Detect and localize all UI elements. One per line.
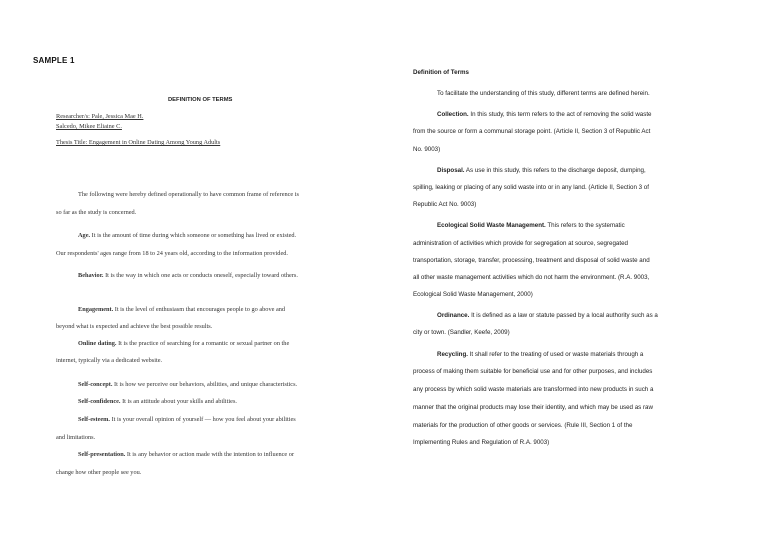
- researchers-line-1: Researcher/s: Pale, Jessica Mae H.: [56, 113, 144, 120]
- left-intro-line-1: The following were hereby defined operationally to have common frame of reference is: [78, 191, 299, 198]
- term-online-dating: Online dating. It is the practice of searching for a romantic or sexual partner on the: [78, 340, 290, 347]
- term-recycling-line-4: manner that the original products may lose their identity, and which may be used as raw: [413, 404, 653, 411]
- term-recycling-line-2: process of making them suitable for beneficial use and for other purposes, and includes: [413, 368, 653, 375]
- term-recycling: Recycling. It shall refer to the treating of used or waste materials through a: [437, 351, 644, 358]
- term-engagement: Engagement. It is the level of enthusiasm that encourages people to go above and: [78, 306, 286, 313]
- term-ordinance: Ordinance. It is defined as a law or statute passed by a local authority such as a: [437, 312, 658, 319]
- term-self-esteem: Self-esteem. It is your overall opinion of yourself — how you feel about your abilities: [78, 416, 296, 423]
- term-self-confidence: Self-confidence. It is an attitude about your skills and abilities.: [78, 398, 237, 405]
- term-collection-line-3: No. 9003): [413, 146, 441, 153]
- researchers-line-2: Salcedo, Mikee Eliaine C.: [56, 123, 122, 130]
- term-ecological-line-5: Ecological Solid Waste Management, 2000): [413, 291, 533, 298]
- term-self-esteem-line-2: and limitations.: [56, 434, 96, 441]
- term-engagement-line-2: beyond what is expected and achieve the best possible results.: [56, 323, 213, 330]
- term-ecological-line-4: all other waste management activities which do not harm the environment. (R.A. 9003,: [413, 274, 650, 281]
- term-recycling-line-6: Implementing Rules and Regulation of R.A. 9003): [413, 439, 550, 446]
- term-disposal-line-3: Republic Act No. 9003): [413, 201, 477, 208]
- term-age: Age. It is the amount of time during which someone or something has lived or existed.: [78, 232, 297, 239]
- term-recycling-line-5: materials for the production of other goods or services. (Rule III, Section 1 of the: [413, 422, 633, 429]
- term-disposal-line-2: spilling, leaking or placing of any solid waste into or in any land. (Article II, Section 3 of: [413, 184, 649, 191]
- term-ecological-swm: Ecological Solid Waste Management. This refers to the systematic: [437, 222, 625, 229]
- right-page-heading: Definition of Terms: [413, 69, 469, 76]
- thesis-title: Thesis Title: Engagement in Online Dating Among Young Adults: [56, 139, 221, 146]
- term-behavior: Behavior. It is the way in which one acts or conducts oneself, especially toward others.: [78, 272, 298, 279]
- term-online-dating-line-2: internet, typically via a dedicated website.: [56, 357, 163, 364]
- term-self-presentation-line-2: change how other people see you.: [56, 469, 142, 476]
- sample-label: SAMPLE 1: [33, 56, 75, 65]
- right-intro: To facilitate the understanding of this study, different terms are defined herein.: [437, 90, 650, 97]
- term-ecological-line-2: administration of activities which provide for segregation at source, segregated: [413, 240, 628, 247]
- term-self-presentation: Self-presentation. It is any behavior or action made with the intention to influence or: [78, 451, 295, 458]
- term-ordinance-line-2: city or town. (Sandler, Keefe, 2009): [413, 329, 510, 336]
- left-intro-line-2: so far as the study is concerned.: [56, 209, 137, 216]
- term-collection: Collection. In this study, this term refers to the act of removing the solid waste: [437, 111, 652, 118]
- left-page-heading: DEFINITION OF TERMS: [168, 97, 233, 103]
- term-ecological-line-3: transportation, storage, transfer, processing, treatment and disposal of solid waste and: [413, 257, 650, 264]
- term-disposal: Disposal. As use in this study, this refers to the discharge deposit, dumping,: [437, 167, 646, 174]
- term-age-line-2: Our respondents' ages range from 18 to 24 years old, according to the information provided.: [56, 250, 288, 257]
- term-recycling-line-3: any process by which solid waste materials are transformed into new products in such a: [413, 386, 654, 393]
- term-self-concept: Self-concept. It is how we perceive our behaviors, abilities, and unique characteristics.: [78, 381, 298, 388]
- term-collection-line-2: from the source or form a communal storage point. (Article II, Section 3 of Republic Act: [413, 128, 651, 135]
